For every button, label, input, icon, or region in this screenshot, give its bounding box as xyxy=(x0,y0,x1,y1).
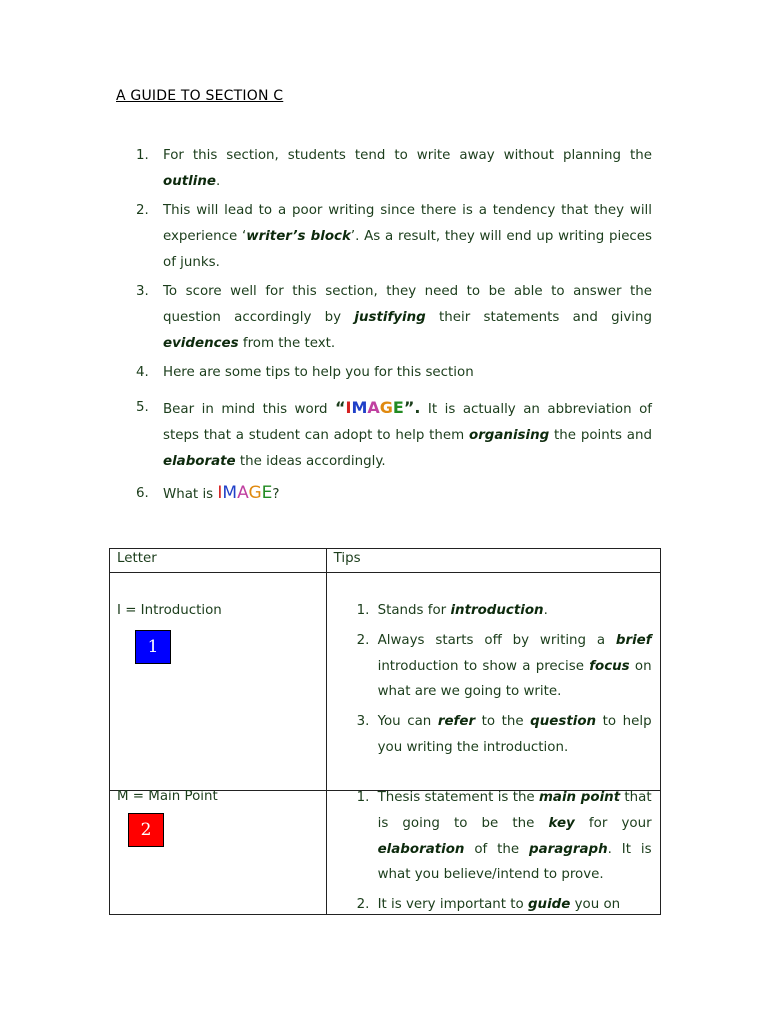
list-number: 5. xyxy=(136,400,149,415)
header-cell-tips xyxy=(326,549,660,573)
text-run: What is xyxy=(163,487,218,502)
text-run: This will lead to a poor writing since there is a tendency that they will experience ‘ xyxy=(163,203,652,244)
text-run: . xyxy=(543,603,548,618)
text-run: justifying xyxy=(354,309,426,325)
text-run: To score well for this section, they need to be able to answer the question accordingly by xyxy=(163,284,652,325)
text-run: I xyxy=(217,483,223,503)
text-run: introduction xyxy=(450,603,544,618)
tip-item xyxy=(357,598,652,624)
number-box: 2 xyxy=(128,813,164,847)
text-run: G xyxy=(379,398,393,417)
list-text xyxy=(163,198,652,275)
tip-number: 2. xyxy=(356,897,370,913)
tip-item xyxy=(357,709,652,761)
text-run: It is very important to xyxy=(377,897,528,913)
text-run: elaborate xyxy=(163,453,236,469)
text-run: the ideas accordingly. xyxy=(235,453,386,469)
text-run: E xyxy=(261,483,273,503)
text-run: You can xyxy=(377,714,438,730)
tip-text xyxy=(378,892,652,918)
list-number: 1. xyxy=(136,148,149,163)
text-run: focus xyxy=(589,658,630,674)
tips-list xyxy=(357,598,652,761)
tip-text xyxy=(378,598,652,624)
tip-item xyxy=(357,785,652,888)
text-run: . xyxy=(215,173,221,189)
text-run: you on xyxy=(570,897,621,913)
tips-list xyxy=(357,785,652,918)
letter-label: M = Main Point xyxy=(117,789,218,804)
letter-label: I = Introduction xyxy=(117,603,222,618)
tips-cell xyxy=(326,573,660,791)
text-run: main point xyxy=(538,790,621,805)
list-number: 4. xyxy=(136,365,149,380)
text-run: to the xyxy=(475,714,531,730)
table-row xyxy=(110,573,661,791)
text-run: M xyxy=(222,483,238,503)
text-run: for your xyxy=(574,815,652,831)
text-run: of the xyxy=(464,841,530,857)
text-run: M xyxy=(351,398,368,417)
list-text xyxy=(163,279,652,356)
tip-number: 1. xyxy=(356,603,370,618)
list-text xyxy=(163,395,652,474)
text-run: elaboration xyxy=(377,841,465,857)
tip-number: 1. xyxy=(356,790,370,805)
text-run: E xyxy=(392,398,404,417)
text-run: their statements and giving xyxy=(425,309,652,325)
text-run: A xyxy=(237,483,249,503)
text-run: ’. As a result, they will end up writing pieces of junks. xyxy=(163,228,653,270)
text-run: from the text. xyxy=(238,335,336,351)
text-run: guide xyxy=(527,897,571,913)
header-cell-letter xyxy=(110,549,327,573)
letter-cell xyxy=(110,573,327,791)
text-run: “ xyxy=(334,398,346,417)
text-run: introduction to show a precise xyxy=(377,658,590,674)
text-run: Thesis statement is the xyxy=(377,790,539,805)
list-text xyxy=(163,360,652,386)
list-number: 6. xyxy=(136,486,149,501)
tip-text xyxy=(378,709,652,761)
text-run: It is actually an abbreviation of steps that a student can adopt to help them xyxy=(163,402,652,443)
tip-number: 2. xyxy=(356,632,370,648)
text-run: to help you writing the introduction. xyxy=(377,714,652,755)
text-run: Stands for xyxy=(377,603,451,618)
tip-item xyxy=(357,892,652,918)
text-run: organising xyxy=(469,427,550,443)
list-text xyxy=(163,143,652,195)
list-text xyxy=(163,481,652,508)
text-run: writer’s block xyxy=(246,228,351,244)
text-run: brief xyxy=(615,632,652,648)
letter-cell xyxy=(110,791,327,915)
image-tips-table xyxy=(109,548,661,915)
text-run: For this section, students tend to write away without planning the xyxy=(163,148,652,163)
tip-text xyxy=(378,785,652,888)
text-run: question xyxy=(530,714,597,730)
number-box: 1 xyxy=(135,630,171,664)
table-header-row xyxy=(110,549,661,573)
tip-text xyxy=(378,628,652,705)
text-run: key xyxy=(548,815,575,831)
tips-cell xyxy=(326,791,660,915)
list-number: 2. xyxy=(136,203,149,218)
text-run: evidences xyxy=(163,335,239,351)
text-run: Here are some tips to help you for this section xyxy=(163,365,474,380)
text-run: outline xyxy=(163,173,216,189)
text-run: that is going to be the xyxy=(377,790,652,831)
text-run: I xyxy=(345,398,352,417)
table-row xyxy=(110,791,661,915)
text-run: paragraph xyxy=(529,841,608,857)
tip-number: 3. xyxy=(356,714,370,730)
text-run: ”. xyxy=(403,398,421,417)
page-title: A GUIDE TO SECTION C xyxy=(116,88,284,104)
text-run: . It is what you believe/intend to prove. xyxy=(377,841,652,883)
text-run: ? xyxy=(272,487,280,502)
text-run: refer xyxy=(437,714,476,730)
tip-item xyxy=(357,628,652,705)
header-tips-label: Tips xyxy=(333,551,361,566)
text-run: Always starts off by writing a xyxy=(377,632,616,648)
text-run: G xyxy=(248,483,262,503)
list-number: 3. xyxy=(136,284,149,299)
text-run: on what are we going to write. xyxy=(377,658,652,700)
text-run: the points and xyxy=(549,427,652,443)
header-letter-label: Letter xyxy=(117,551,157,566)
text-run: Bear in mind this word xyxy=(163,402,335,417)
text-run: A xyxy=(367,398,380,417)
